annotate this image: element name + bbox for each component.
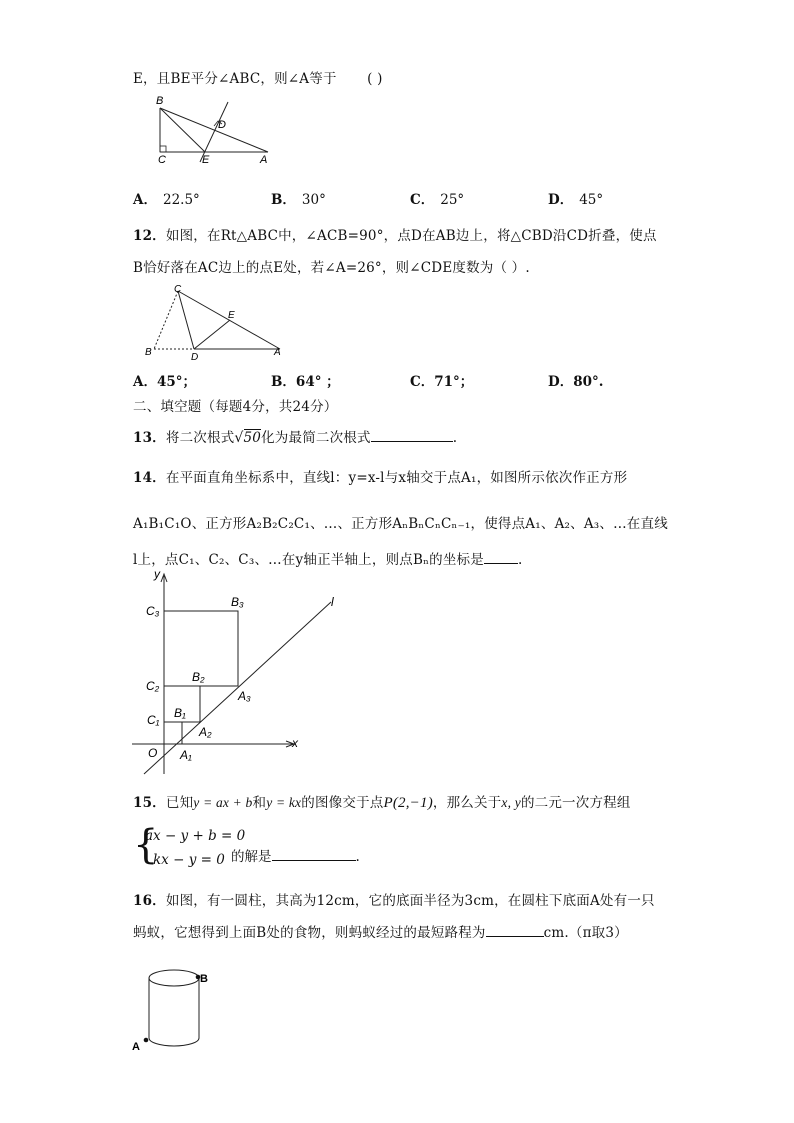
q11-label-e: E bbox=[202, 154, 210, 166]
q14-a3: A₃ bbox=[238, 689, 251, 703]
q14-b3: B₃ bbox=[231, 595, 244, 609]
q12-option-c: C．71°； bbox=[410, 374, 474, 390]
q14-b2: B₂ bbox=[192, 670, 205, 684]
q14-answer-blank[interactable] bbox=[484, 551, 518, 564]
q15-eq1: ax − y + b = 0 bbox=[145, 828, 246, 844]
q14-axis-y: y bbox=[154, 567, 160, 581]
q15-brace: { bbox=[133, 822, 159, 868]
q12-label-b: B bbox=[145, 347, 152, 358]
q11-figure bbox=[148, 92, 278, 166]
q14-line1: 14．在平面直角坐标系中，直线l：y=x-l与x轴交于点A₁，如图所示依次作正方形 bbox=[133, 470, 628, 486]
q12-label-a: A bbox=[274, 347, 281, 358]
q14-figure bbox=[128, 566, 350, 778]
q16-label-a: A bbox=[132, 1041, 140, 1053]
q14-line2: A₁B₁C₁O、正方形A₂B₂C₂C₁、…、正方形AₙBₙCₙCₙ₋₁，使得点A₁、A₂、A₃、…在直线 bbox=[133, 516, 668, 532]
q16-line1: 16．如图，有一圆柱，其高为12cm，它的底面半径为3cm，在圆柱下底面A处有一只 bbox=[133, 893, 655, 909]
q14-a2: A₂ bbox=[199, 725, 212, 739]
q15-solution-prompt: 的解是 . bbox=[231, 849, 360, 865]
q11-option-b: B． 30° bbox=[271, 192, 326, 208]
q15-answer-blank[interactable] bbox=[272, 848, 356, 861]
q11-option-d: D． 45° bbox=[548, 192, 604, 208]
q13-question: 13．将二次根式√50化为最简二次根式 . bbox=[133, 430, 458, 446]
q12-label-c: C bbox=[174, 284, 182, 295]
q14-line-label: l bbox=[331, 595, 334, 609]
q12-figure bbox=[142, 283, 292, 363]
q15-equation-system bbox=[133, 822, 373, 872]
q15-eq2: kx − y = 0 bbox=[153, 852, 225, 868]
q11-label-b: B bbox=[156, 95, 164, 107]
q14-origin: O bbox=[148, 746, 158, 760]
q14-c2: C₂ bbox=[146, 679, 160, 693]
q16-answer-blank[interactable] bbox=[486, 924, 544, 937]
q16-line2: 蚂蚁，它想得到上面B处的食物，则蚂蚁经过的最短路程为 cm.（π取3） bbox=[133, 925, 628, 941]
q15-line1: 15．已知y = ax + b和y = kx的图像交于点P(2,−1)，那么关于x, y的二元一次方程组 bbox=[133, 795, 631, 811]
q14-b1: B₁ bbox=[174, 706, 186, 720]
section2-title: 二、填空题（每题4分，共24分） bbox=[133, 399, 338, 415]
q12-option-d: D．80°. bbox=[548, 374, 604, 390]
q12-stem-line2: B恰好落在AC边上的点E处，若∠A=26°，则∠CDE度数为（ ）. bbox=[133, 260, 530, 276]
q16-cylinder-figure bbox=[128, 962, 218, 1054]
q11-stem-tail: E，且BE平分∠ABC，则∠A等于 ( ) bbox=[133, 71, 383, 87]
q14-a1: A₁ bbox=[180, 748, 192, 762]
q12-option-a: A．45°； bbox=[133, 374, 197, 390]
q14-c1: C₁ bbox=[147, 713, 160, 727]
q11-label-d: D bbox=[218, 119, 226, 131]
q11-option-c: C． 25° bbox=[410, 192, 465, 208]
q12-label-d: D bbox=[191, 352, 199, 363]
q12-option-b: B．64° ； bbox=[271, 374, 340, 390]
q11-label-a: A bbox=[260, 154, 268, 166]
q12-label-e: E bbox=[228, 310, 235, 321]
q11-option-a: A． 22.5° bbox=[133, 192, 200, 208]
q12-stem-line1: 12．如图，在Rt△ABC中，∠ACB=90°，点D在AB边上，将△CBD沿CD折叠，使点 bbox=[133, 228, 657, 244]
q16-label-b: B bbox=[200, 973, 208, 985]
q11-label-c: C bbox=[158, 154, 166, 166]
q13-answer-blank[interactable] bbox=[371, 429, 453, 442]
q14-c3: C₃ bbox=[146, 604, 160, 618]
q14-axis-x: x bbox=[292, 736, 298, 750]
q14-line3: l上，点C₁、C₂、C₃、…在y轴正半轴上，则点Bₙ的坐标是 . bbox=[133, 552, 523, 568]
